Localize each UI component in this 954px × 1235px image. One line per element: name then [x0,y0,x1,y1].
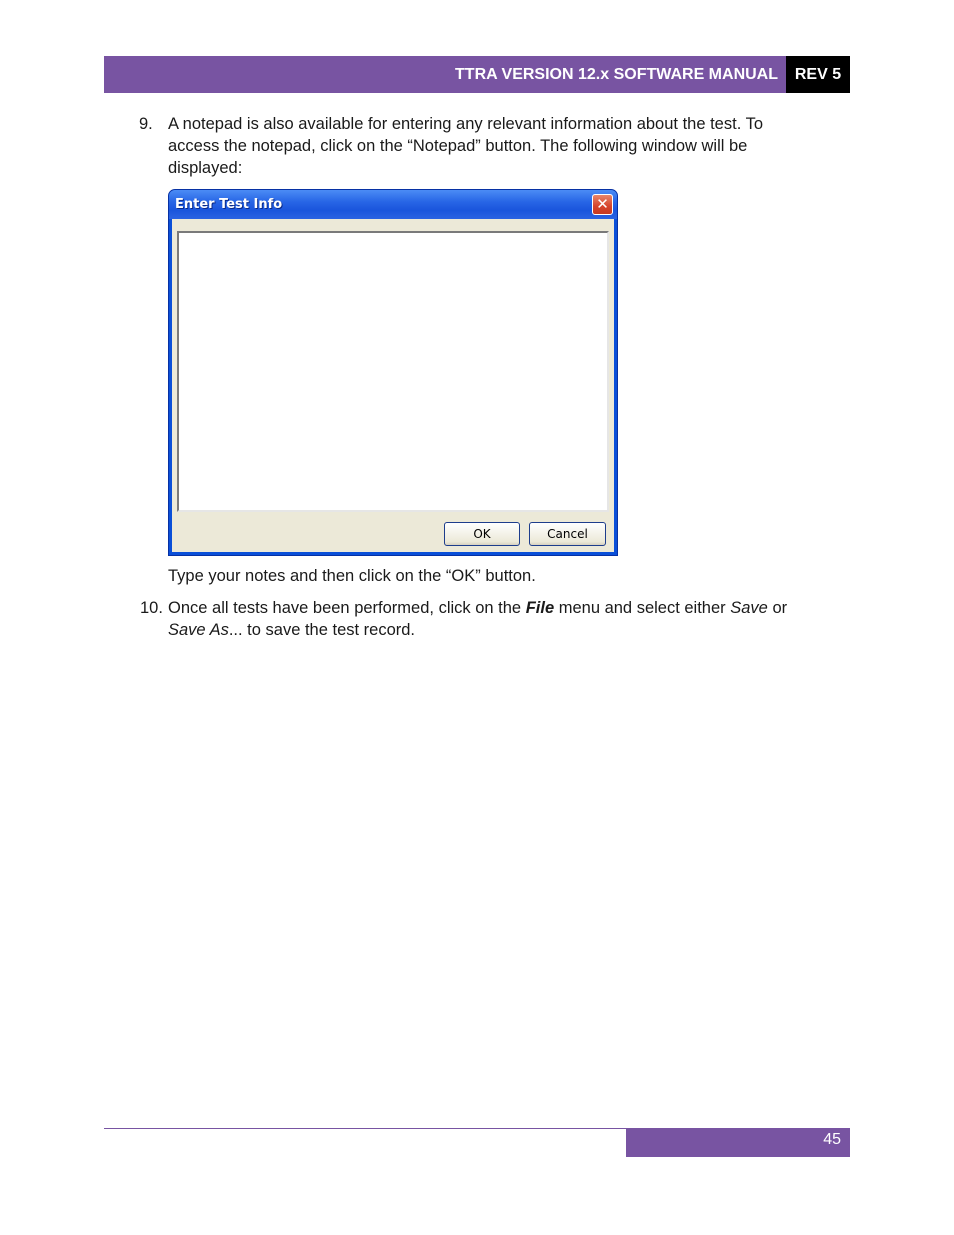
manual-title: TTRA VERSION 12.x SOFTWARE MANUAL [455,66,778,83]
notes-textarea[interactable] [177,231,609,512]
text-run: menu and select either [554,599,731,617]
cancel-button[interactable]: Cancel [529,522,606,546]
list-item-text [168,113,828,179]
close-button[interactable] [592,194,613,215]
text-run: ... to save the test record. [228,621,416,639]
close-icon: ✕ [596,195,609,213]
list-item-text [168,597,828,641]
instruction-text: Type your notes and then click on the “OK” button. [168,567,536,585]
text-run: or [767,599,788,617]
save-as-term: Save As [168,621,229,639]
save-term: Save [730,599,768,617]
text-line: displayed: [168,159,243,177]
footer-page-box [626,1128,850,1157]
file-menu-term: File [525,599,555,617]
text-line: access the notepad, click on the “Notepad” button. The following window will be [168,137,748,155]
list-number: 10. [140,599,163,617]
text-line [168,619,828,641]
text-line [168,597,828,619]
revision-badge: REV 5 [786,56,850,93]
dialog-body [172,219,614,552]
header-bar [104,56,850,93]
text-run: Once all tests have been performed, click on the [168,599,526,617]
enter-test-info-dialog [168,189,618,556]
list-number: 9. [139,115,153,133]
ok-button[interactable]: OK [444,522,520,546]
page-number: 45 [823,1131,841,1148]
dialog-titlebar[interactable] [169,190,617,219]
text-line: A notepad is also available for entering any relevant information about the test. To [168,115,763,133]
dialog-title: Enter Test Info [175,197,283,212]
